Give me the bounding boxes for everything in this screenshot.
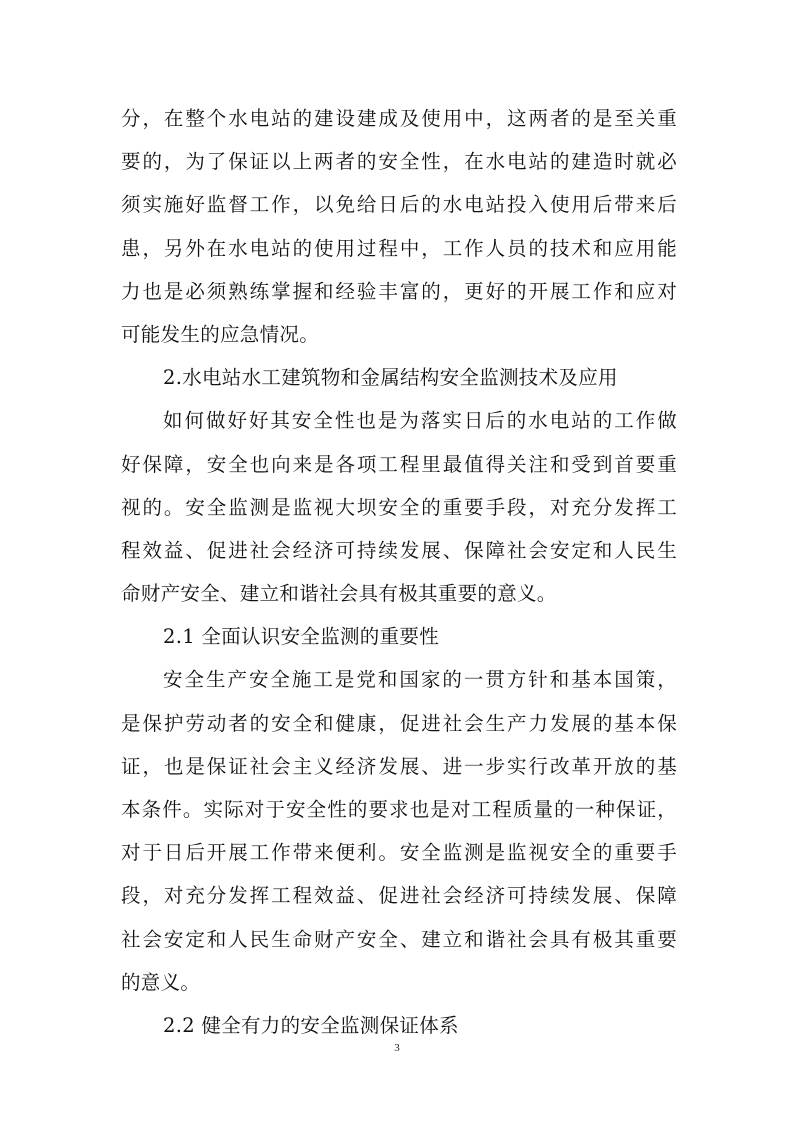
paragraph-line: 要的，为了保证以上两者的安全性，在水电站的建造时就必 (121, 150, 677, 174)
paragraph-line: 本条件。实际对于安全性的要求也是对工程质量的一种保证， (121, 798, 677, 821)
paragraph-line: 对于日后开展工作带来便利。安全监测是监视安全的重要手 (121, 841, 677, 865)
paragraph-line: 视的。安全监测是监视大坝安全的重要手段，对充分发挥工 (121, 495, 677, 519)
section-heading: 2.水电站水工建筑物和金属结构安全监测技术及应用 (163, 366, 618, 390)
section-heading: 2.2 健全有力的安全监测保证体系 (163, 1013, 459, 1037)
paragraph-line: 分，在整个水电站的建设建成及使用中，这两者的是至关重 (121, 107, 677, 130)
paragraph-line: 社会安定和人民生命财产安全、建立和谐社会具有极其重要 (121, 927, 677, 951)
paragraph-line: 患，另外在水电站的使用过程中，工作人员的技术和应用能 (121, 236, 677, 260)
section-heading: 2.1 全面认识安全监测的重要性 (163, 625, 440, 649)
paragraph-line: 力也是必须熟练掌握和经验丰富的，更好的开展工作和应对 (121, 279, 677, 303)
paragraph-line: 安全生产安全施工是党和国家的一贯方针和基本国策， (163, 668, 677, 692)
paragraph-line: 的意义。 (121, 970, 201, 994)
paragraph-line: 可能发生的应急情况。 (121, 322, 320, 346)
paragraph-line: 如何做好好其安全性也是为落实日后的水电站的工作做 (163, 409, 677, 433)
paragraph-line: 程效益、促进社会经济可持续发展、保障社会安定和人民生 (121, 538, 677, 562)
document-body (121, 97, 677, 1047)
paragraph-line: 是保护劳动者的安全和健康，促进社会生产力发展的基本保 (121, 711, 677, 735)
paragraph-line: 命财产安全、建立和谐社会具有极其重要的意义。 (121, 582, 557, 606)
paragraph-line: 段，对充分发挥工程效益、促进社会经济可持续发展、保障 (121, 884, 677, 908)
paragraph-line: 证，也是保证社会主义经济发展、进一步实行改革开放的基 (121, 754, 677, 778)
paragraph-line: 须实施好监督工作，以免给日后的水电站投入使用后带来后 (121, 193, 677, 217)
paragraph-line: 好保障，安全也向来是各项工程里最值得关注和受到首要重 (121, 452, 677, 476)
page-number: 3 (394, 1042, 400, 1054)
